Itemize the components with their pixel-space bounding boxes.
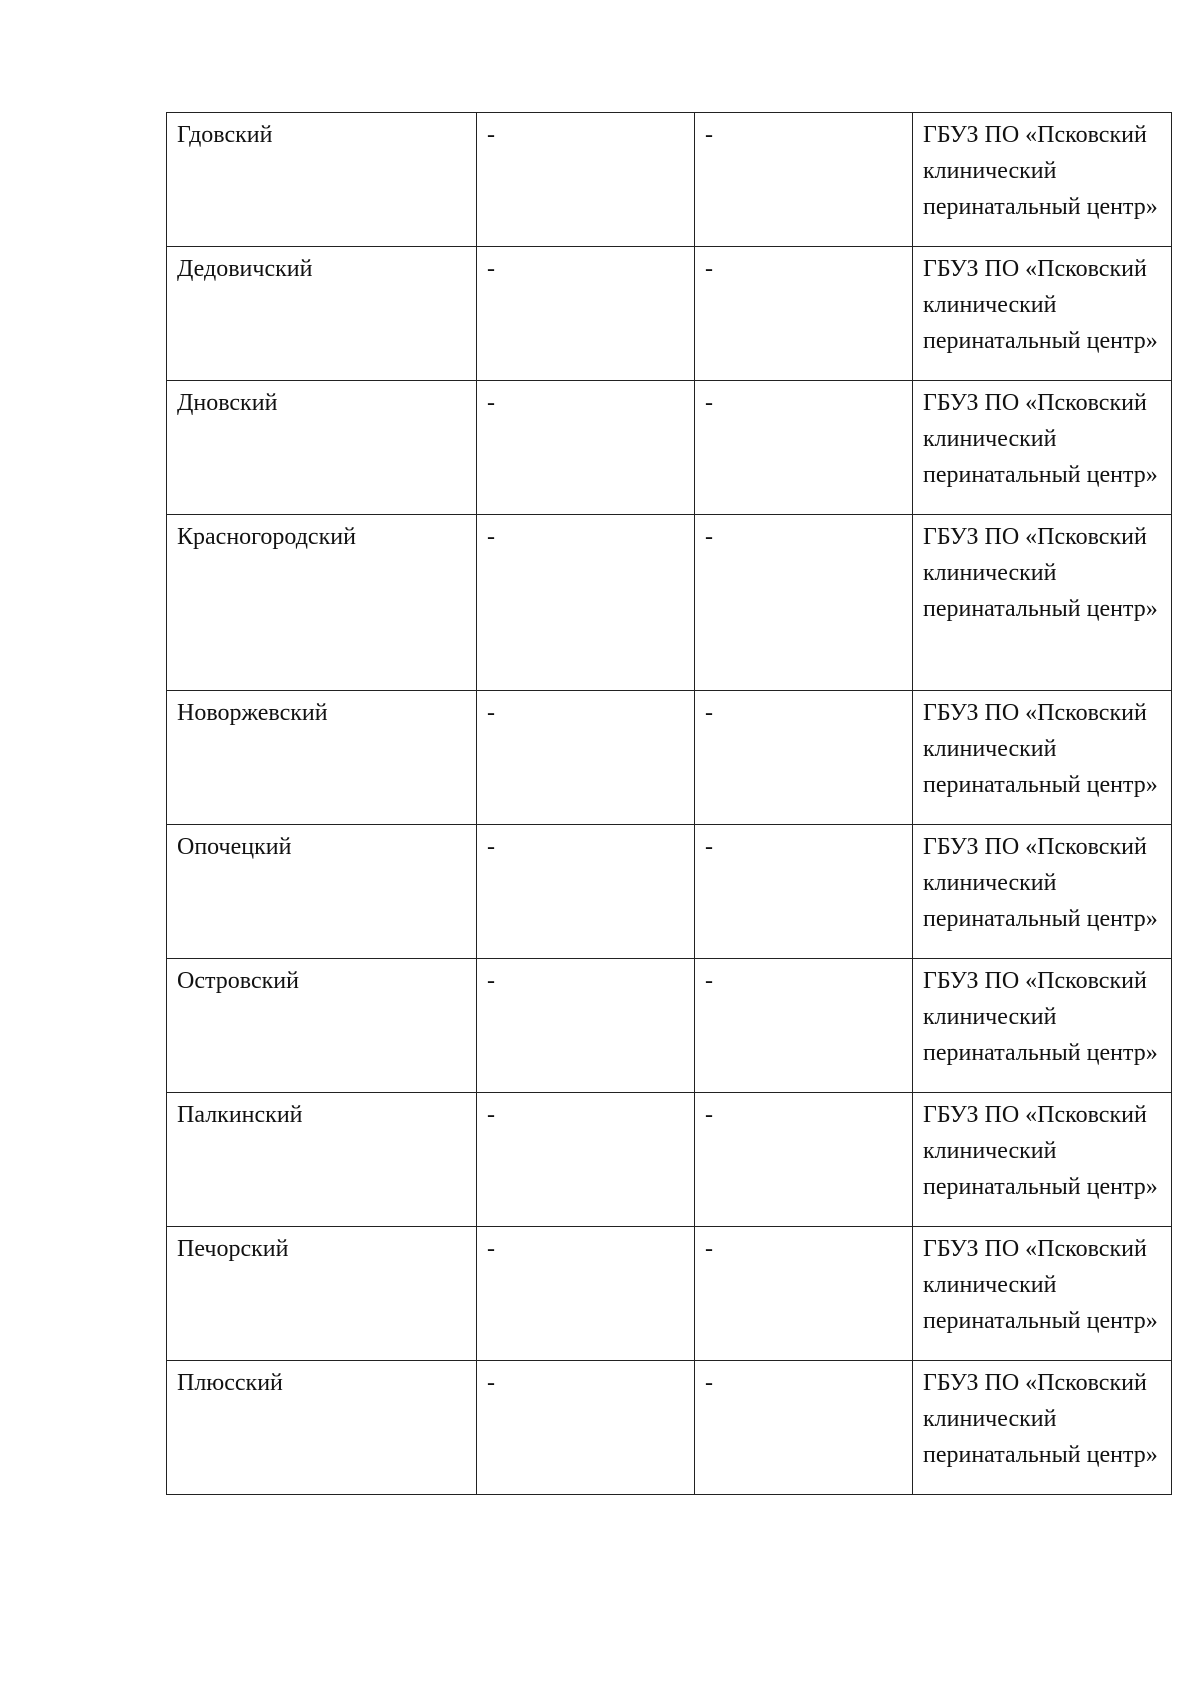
value-cell (695, 959, 913, 1093)
value-cell (477, 959, 695, 1093)
table-row (167, 113, 1172, 247)
value-text: - (487, 700, 495, 726)
table-row (167, 515, 1172, 691)
value-text: - (487, 1102, 495, 1128)
institution-cell (913, 959, 1172, 1093)
institution-name: ГБУЗ ПО «Псковский клинический перинатальный центр» (923, 390, 1158, 488)
district-name: Палкинский (177, 1102, 303, 1128)
table-row (167, 381, 1172, 515)
institution-name: ГБУЗ ПО «Псковский клинический перинатальный центр» (923, 700, 1158, 798)
value-text: - (705, 390, 713, 416)
value-cell (695, 1227, 913, 1361)
value-text: - (487, 1236, 495, 1262)
value-text: - (487, 1370, 495, 1396)
district-cell (167, 381, 477, 515)
value-text: - (705, 256, 713, 282)
institution-name: ГБУЗ ПО «Псковский клинический перинатальный центр» (923, 524, 1158, 622)
institution-cell (913, 1227, 1172, 1361)
value-text: - (487, 390, 495, 416)
institution-name: ГБУЗ ПО «Псковский клинический перинатальный центр» (923, 968, 1158, 1066)
district-cell (167, 1227, 477, 1361)
value-text: - (705, 1236, 713, 1262)
institution-cell (913, 381, 1172, 515)
value-cell (477, 691, 695, 825)
institution-name: ГБУЗ ПО «Псковский клинический перинатальный центр» (923, 122, 1158, 220)
value-cell (695, 515, 913, 691)
district-cell (167, 959, 477, 1093)
value-cell (695, 113, 913, 247)
value-text: - (705, 122, 713, 148)
district-cell (167, 247, 477, 381)
value-text: - (487, 256, 495, 282)
district-table (166, 112, 1172, 1495)
value-cell (477, 1361, 695, 1495)
value-cell (695, 1361, 913, 1495)
institution-cell (913, 1361, 1172, 1495)
institution-name: ГБУЗ ПО «Псковский клинический перинатальный центр» (923, 256, 1158, 354)
value-cell (695, 1093, 913, 1227)
institution-name: ГБУЗ ПО «Псковский клинический перинатальный центр» (923, 1102, 1158, 1200)
value-cell (477, 515, 695, 691)
value-cell (477, 825, 695, 959)
institution-name: ГБУЗ ПО «Псковский клинический перинатальный центр» (923, 834, 1158, 932)
value-text: - (705, 834, 713, 860)
institution-cell (913, 825, 1172, 959)
value-text: - (705, 700, 713, 726)
value-cell (695, 381, 913, 515)
district-cell (167, 113, 477, 247)
table-row (167, 691, 1172, 825)
district-name: Дедовичский (177, 256, 313, 282)
district-cell (167, 1093, 477, 1227)
value-text: - (705, 1102, 713, 1128)
district-name: Опочецкий (177, 834, 292, 860)
value-cell (477, 113, 695, 247)
district-cell (167, 515, 477, 691)
value-text: - (487, 834, 495, 860)
value-text: - (705, 524, 713, 550)
district-cell (167, 825, 477, 959)
table-row (167, 1227, 1172, 1361)
value-cell (477, 247, 695, 381)
table-row (167, 959, 1172, 1093)
table-row (167, 1361, 1172, 1495)
table-row (167, 247, 1172, 381)
value-text: - (705, 1370, 713, 1396)
value-text: - (487, 968, 495, 994)
value-cell (477, 1093, 695, 1227)
institution-name: ГБУЗ ПО «Псковский клинический перинатальный центр» (923, 1370, 1158, 1468)
district-name: Плюсский (177, 1370, 283, 1396)
district-name: Новоржевский (177, 700, 328, 726)
value-cell (695, 247, 913, 381)
value-cell (695, 825, 913, 959)
table-row (167, 825, 1172, 959)
institution-cell (913, 691, 1172, 825)
district-cell (167, 691, 477, 825)
district-cell (167, 1361, 477, 1495)
table-row (167, 1093, 1172, 1227)
district-name: Гдовский (177, 122, 273, 148)
district-name: Дновский (177, 390, 278, 416)
value-text: - (705, 968, 713, 994)
institution-cell (913, 515, 1172, 691)
institution-cell (913, 247, 1172, 381)
value-cell (477, 1227, 695, 1361)
value-text: - (487, 122, 495, 148)
district-name: Печорский (177, 1236, 289, 1262)
value-text: - (487, 524, 495, 550)
institution-cell (913, 113, 1172, 247)
institution-cell (913, 1093, 1172, 1227)
institution-name: ГБУЗ ПО «Псковский клинический перинатальный центр» (923, 1236, 1158, 1334)
district-name: Красногородский (177, 524, 356, 550)
district-name: Островский (177, 968, 299, 994)
value-cell (695, 691, 913, 825)
value-cell (477, 381, 695, 515)
